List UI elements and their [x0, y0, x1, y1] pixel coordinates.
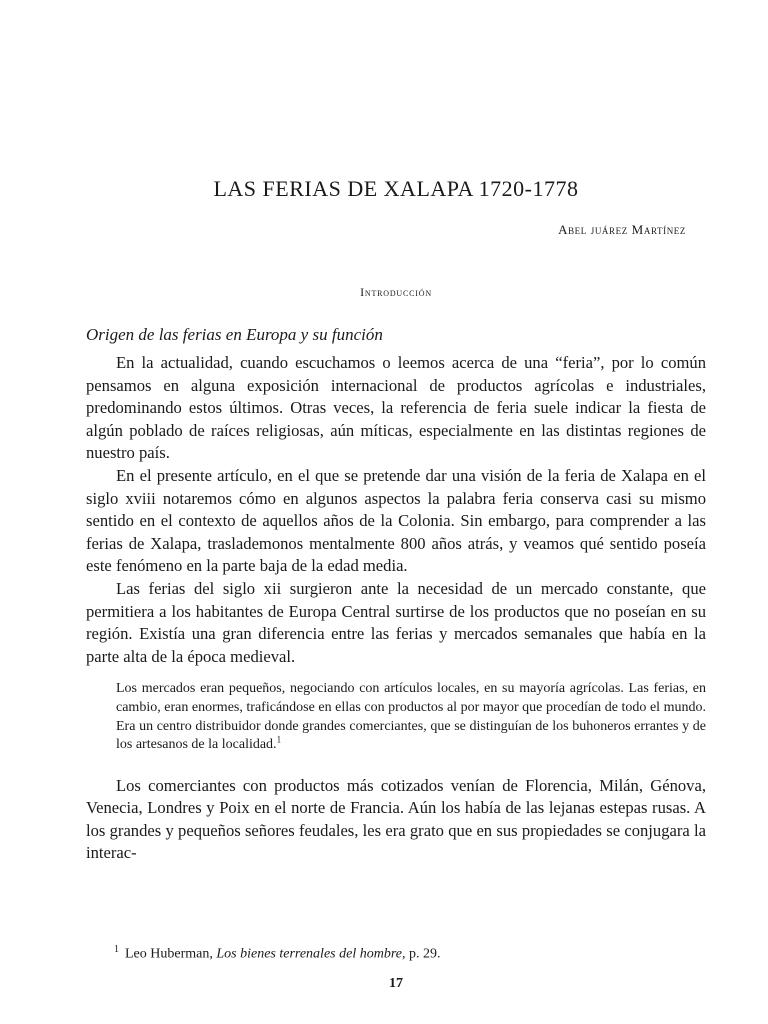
subheading: Origen de las ferias en Europa y su función	[86, 325, 383, 344]
quote-body: Los mercados eran pequeños, negociando con artículos locales, en su mayoría agrícolas. Las ferias, en cambio, eran enormes, traficándose en ellas con productos al por mayor que procedían de todo el mundo. Era un centro distribuidor donde grandes comerciantes, que se distinguían de los buhoneros errantes y de los artesanos de la localidad.	[116, 681, 706, 753]
footnote-author: Leo Huberman,	[125, 946, 213, 962]
footnote-ref: 1	[276, 734, 282, 745]
article-title: LAS FERIAS DE XALAPA 1720-1778	[213, 176, 579, 201]
page-number: 17	[389, 976, 403, 991]
footnote	[114, 944, 704, 963]
author-name: Abel juárez Martínez	[558, 222, 686, 237]
footnote-title: Los bienes terrenales del hombre,	[216, 946, 406, 962]
paragraph-2: En el presente artículo, en el que se pretende dar una visión de la feria de Xalapa en el siglo xviii notaremos cómo en algunos aspectos la palabra feria conserva casi su mismo sentido en el contexto de aquellos años de la Colonia. Sin embargo, para comprender a las ferias de Xalapa, traslademonos mentalmente 800 años atrás, y veamos qué sentido poseía este fenómeno en la parte baja de la edad media.	[86, 465, 706, 576]
footnote-page: p. 29.	[408, 946, 441, 962]
paragraph-1: En la actualidad, cuando escuchamos o leemos acerca de una “feria”, por lo común pensamos en alguna exposición internacional de productos agrícolas e industriales, predominando estos últimos. Otras veces, la referencia de feria suele indicar la fiesta de algún poblado de raíces religiosas, aún míticas, especialmente en las distintas regiones de nuestro país.	[86, 353, 706, 463]
article-body	[86, 352, 706, 865]
block-quote	[116, 680, 706, 754]
document-page	[86, 0, 706, 1024]
paragraph-4: Los comerciantes con productos más cotizados venían de Florencia, Milán, Génova, Venecia, Londres y Poix en el norte de Francia. Aún los había de las lejanas estepas rusas. A los grandes y pequeños señores feudales, les era grato que en sus propiedades se conjugara la interac-	[86, 775, 706, 863]
quote-text	[116, 680, 706, 754]
section-heading: Introducción	[360, 285, 432, 299]
footnote-number: 1	[114, 944, 119, 955]
paragraph-3: Las ferias del siglo xii surgieron ante la necesidad de un mercado constante, que permitiera a los habitantes de Europa Central surtirse de los productos que no poseían en su región. Existía una gran diferencia entre las ferias y mercados semanales que había en la parte alta de la época medieval.	[86, 578, 706, 666]
